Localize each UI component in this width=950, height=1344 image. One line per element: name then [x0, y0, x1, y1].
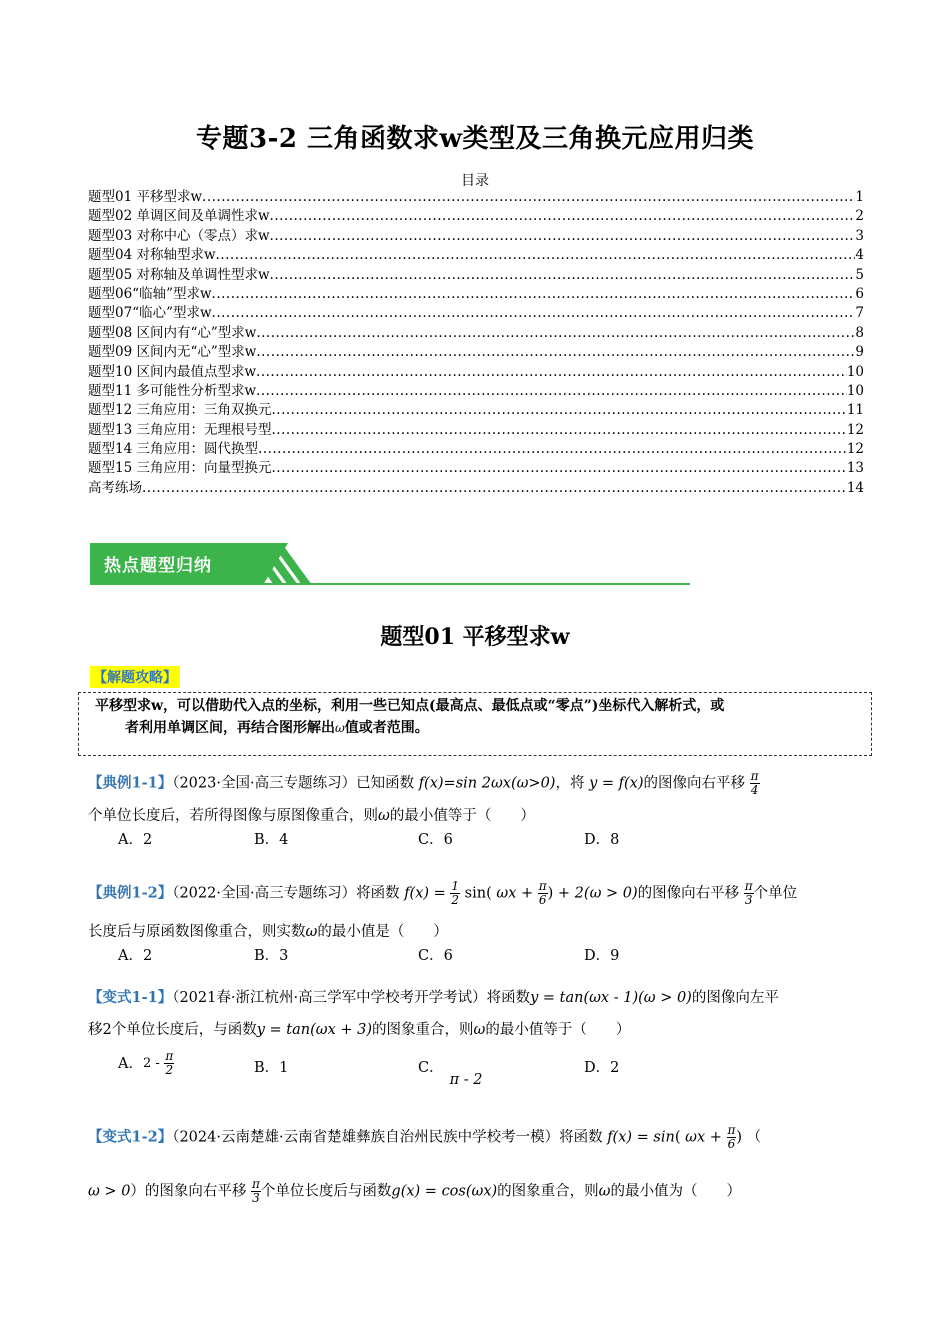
toc-item[interactable]: 题型11 多可能性分析型求w ..... 10 [88, 382, 864, 401]
strategy-text: 平移型求w，可以借助代入点的坐标，利用一些已知点(最高点、最低点或“零点”)坐标代入解析式，或 者利用单调区间，再结合图形解出ω值或者范围。 [95, 698, 725, 736]
question-label: 【典例1-2】 [88, 884, 173, 902]
option-c[interactable]: C．6 [418, 832, 453, 848]
section-title: 题型01 平移型求w [380, 624, 570, 650]
toc-item[interactable]: 题型10 区间内最值点型求w ..... 10 [88, 363, 864, 382]
toc-item[interactable]: 题型03 对称中心（零点）求w ..... 3 [88, 227, 864, 246]
toc-item[interactable]: 题型05 对称轴及单调性型求w ..... 5 [88, 266, 864, 285]
question-3-options [118, 1049, 620, 1088]
banner-underline [90, 583, 690, 585]
option-b[interactable]: B．3 [254, 948, 289, 964]
toc-item[interactable]: 题型08 区间内有“心”型求w ..... 8 [88, 324, 864, 343]
question-3-line2: 移2个单位长度后，与函数y = tan(ωx + 3)的图象重合，则ω的最小值等于（ ） [88, 1022, 631, 1038]
question-1-line1: 【典例1-1】（2023·全国·高三专题练习）已知函数 f(x)=sin 2ωx(ω>0)，将 y = f(x)的图像向右平移 $\frac{\pi}{4}$ [88, 769, 759, 797]
strategy-box [78, 692, 872, 756]
question-3-line1: 【变式1-1】（2021春·浙江杭州·高三学军中学校考开学考试）将函数y = tan(ωx - 1)(ω > 0)的图像向左平 [88, 989, 779, 1006]
question-4-line1: 【变式1-2】（2024·云南楚雄·云南省楚雄彝族自治州民族中学校考一模）将函数 f(x) = sin( ωx + $\frac{\pi}{6}$ ) （ [88, 1123, 762, 1151]
toc-item[interactable]: 题型01 平移型求w ..... 1 [88, 188, 864, 207]
fraction: $\frac{\pi}{3}$ [252, 1177, 260, 1205]
toc-item[interactable]: 题型06“临轴”型求w ..... 6 [88, 285, 864, 304]
toc-item[interactable]: 高考练场 ..... 14 [88, 479, 864, 498]
toc-item[interactable]: 题型15 三角应用：向量型换元 ..... 13 [88, 459, 864, 478]
formula: y = f(x) [589, 775, 644, 792]
option-c[interactable]: C．π - 2 [418, 1060, 483, 1088]
question-label: 【变式1-2】 [88, 1128, 173, 1146]
section-banner [90, 543, 690, 585]
toc-item[interactable]: 题型04 对称轴型求w ..... 4 [88, 246, 864, 265]
option-c[interactable]: C．6 [418, 948, 453, 964]
toc-item[interactable]: 题型14 三角应用：圆代换型 ..... 12 [88, 440, 864, 459]
toc-heading: 目录 [461, 173, 489, 189]
question-2-options [118, 944, 619, 965]
fraction: $\frac{\pi}{6}$ [538, 879, 547, 907]
toc-item[interactable]: 题型09 区间内无“心”型求w ..... 9 [88, 343, 864, 362]
option-d[interactable]: D．9 [584, 948, 620, 964]
fraction: $\frac{\pi}{6}$ [727, 1123, 736, 1151]
question-1-options [118, 828, 619, 849]
question-2-line1: 【典例1-2】（2022·全国·高三专题练习）将函数 f(x) = $\frac{1}{2}$ sin( ωx + $\frac{\pi}{6}$ ) + 2(ω > 0)的图像向右平移 $\frac{\pi}{3}$ 个单位 [88, 879, 798, 907]
question-1-line2: 个单位长度后，若所得图像与原图像重合，则ω的最小值等于（ ） [88, 808, 535, 824]
toc-item[interactable]: 题型07“临心”型求w ..... 7 [88, 304, 864, 323]
fraction: $\frac{1}{2}$ [451, 879, 460, 907]
option-d[interactable]: D．8 [584, 832, 620, 848]
option-b[interactable]: B．4 [254, 832, 289, 848]
formula: f(x)=sin 2ωx(ω>0) [418, 775, 556, 792]
fraction: $\frac{\pi}{2}$ [165, 1049, 174, 1077]
strategy-tag: 【解题攻略】 [90, 666, 180, 688]
option-d[interactable]: D．2 [584, 1060, 620, 1076]
question-label: 【变式1-1】 [88, 989, 173, 1006]
question-4-line2: ω > 0）的图象向右平移 $\frac{\pi}{3}$ 个单位长度后与函数g(x) = cos(ωx)的图象重合，则ω的最小值为（ ） [88, 1177, 741, 1205]
fraction: $\frac{\pi}{3}$ [744, 879, 753, 907]
fraction: $\frac{\pi}{4}$ [750, 769, 759, 797]
toc-item[interactable]: 题型02 单调区间及单调性求w ..... 2 [88, 207, 864, 226]
banner-text: 热点题型归纳 [104, 556, 212, 576]
option-a[interactable]: A．2 [118, 948, 153, 964]
table-of-contents [88, 188, 864, 498]
option-b[interactable]: B．1 [254, 1060, 289, 1076]
option-a[interactable]: A．2 [118, 832, 153, 848]
question-label: 【典例1-1】 [88, 774, 173, 792]
question-2-line2: 长度后与原函数图像重合，则实数ω的最小值是（ ） [88, 924, 448, 940]
toc-item[interactable]: 题型12 三角应用：三角双换元 ..... 11 [88, 401, 864, 420]
formula: y = tan(ωx - 1)(ω > 0) [530, 990, 692, 1006]
toc-item[interactable]: 题型13 三角应用：无理根号型 ..... 12 [88, 421, 864, 440]
option-a[interactable]: A．2 - $\frac{\pi}{2}$ [118, 1049, 174, 1077]
page-title: 专题3-2 三角函数求w类型及三角换元应用归类 [196, 124, 754, 154]
